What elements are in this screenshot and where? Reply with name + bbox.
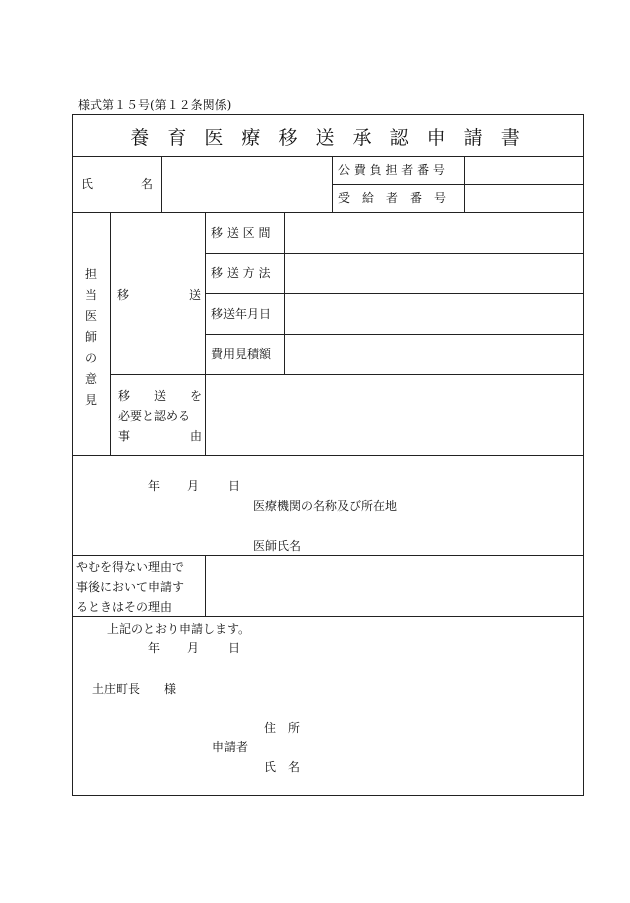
public-burden-number-label: 公 費 負 担 者 番 号: [338, 163, 445, 177]
doctor-opinion-side-label: 担 当 医 師 の 意 見: [84, 267, 97, 407]
applicant-label: 申請者: [212, 740, 249, 754]
reason-label-line3: 事 由: [118, 429, 203, 443]
transport-date-field[interactable]: [285, 294, 582, 333]
cost-estimate-field[interactable]: [285, 335, 582, 373]
divider-late-reason-bottom: [73, 616, 583, 617]
application-statement: 上記のとおり申請します。: [107, 622, 251, 636]
public-burden-number-field[interactable]: [465, 157, 582, 183]
recipient-number-label: 受 給 者 番 号: [338, 191, 447, 205]
cost-estimate-label: 費用見積額: [211, 347, 272, 361]
transport-label: 移 送: [117, 288, 202, 302]
doctor-name-label: 医師氏名: [253, 539, 302, 553]
application-form: [72, 114, 584, 796]
application-date-day: 日: [228, 641, 241, 655]
reason-label-line2: 必要と認める: [118, 409, 191, 423]
form-number: 様式第１５号(第１２条関係): [78, 98, 232, 112]
cert-date-month: 月: [187, 479, 200, 493]
late-reason-line1: やむを得ない理由で: [76, 560, 185, 574]
transport-section-label: 移 送 区 間: [211, 226, 271, 240]
transport-section-field[interactable]: [285, 213, 582, 252]
vline-opinion-side: [110, 212, 111, 455]
applicant-address-label: 住 所: [264, 721, 301, 735]
recipient-number-field[interactable]: [465, 185, 582, 211]
cert-date-year: 年: [148, 479, 161, 493]
late-reason-line2: 事後において申請す: [76, 580, 185, 594]
transport-method-field[interactable]: [285, 254, 582, 292]
form-title: 養 育 医 療 移 送 承 認 申 請 書: [130, 127, 526, 149]
late-reason-field[interactable]: [206, 556, 582, 615]
divider-opinion-bottom: [73, 455, 583, 456]
addressee: 土庄町長 様: [92, 682, 177, 696]
name-label: 氏 名: [81, 177, 154, 191]
vline-name-value: [332, 156, 333, 212]
reason-label-line1: 移 送 を: [118, 389, 203, 403]
cert-date-day: 日: [228, 479, 241, 493]
late-reason-line3: るときはその理由: [76, 600, 173, 614]
institution-label: 医療機関の名称及び所在地: [253, 499, 398, 513]
transport-date-label: 移送年月日: [211, 307, 272, 321]
transport-method-label: 移 送 方 法: [211, 266, 271, 280]
applicant-name-label: 氏 名: [264, 760, 301, 774]
application-date-month: 月: [187, 641, 200, 655]
application-date-year: 年: [148, 641, 161, 655]
reason-field[interactable]: [206, 375, 582, 454]
name-field[interactable]: [162, 157, 331, 211]
